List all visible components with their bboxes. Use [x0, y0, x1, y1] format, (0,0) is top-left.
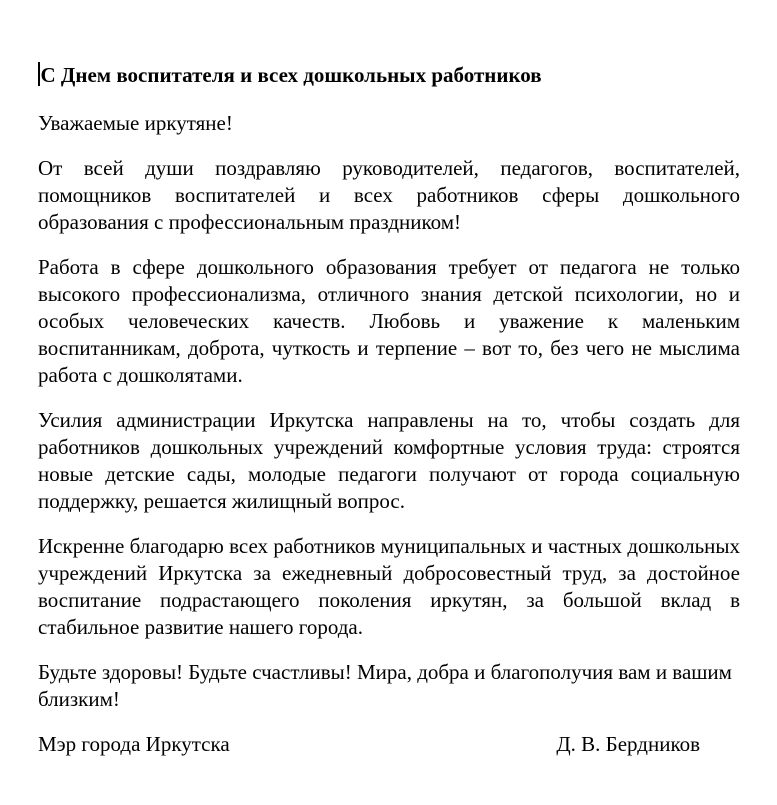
body-paragraph-4[interactable]: Искренне благодарю всех работников муниципальных и частных дошкольных учреждений Иркутска за ежедневный добросовестный труд, за достойное воспитание подрастающего поколения иркутян, за большой вклад в стабильное развитие нашего города.	[38, 534, 740, 639]
body-paragraph-3[interactable]: Усилия администрации Иркутска направлены на то, чтобы создать для работников дошкольных учреждений комфортные условия труда: строятся новые детские сады, молодые педагоги получают от города социальную поддержку, решается жилищный вопрос.	[38, 408, 740, 513]
signature-row	[38, 731, 740, 758]
text-cursor-caret	[38, 62, 40, 86]
document-title-text: С Днем воспитателя и всех дошкольных работников	[40, 63, 542, 87]
document-title[interactable]	[38, 62, 740, 89]
signature-name[interactable]: Д. В. Бердников	[556, 732, 700, 756]
body-paragraph-1[interactable]: От всей души поздравляю руководителей, педагогов, воспитателей, помощников воспитателей и всех работников сферы дошкольного образования с профессиональным праздником!	[38, 156, 740, 234]
salutation-line[interactable]: Уважаемые иркутяне!	[38, 111, 233, 135]
body-paragraph-5[interactable]: Будьте здоровы! Будьте счастливы! Мира, добра и благополучия вам и вашим близким!	[38, 660, 732, 711]
body-paragraph-2[interactable]: Работа в сфере дошкольного образования требует от педагога не только высокого профессионализма, отличного знания детской психологии, но и особых человеческих качеств. Любовь и уважение к маленьким воспитанникам, доброта, чуткость и терпение – вот то, без чего не мыслима работа с дошколятами.	[38, 255, 740, 387]
signature-position[interactable]: Мэр города Иркутска	[38, 732, 230, 756]
